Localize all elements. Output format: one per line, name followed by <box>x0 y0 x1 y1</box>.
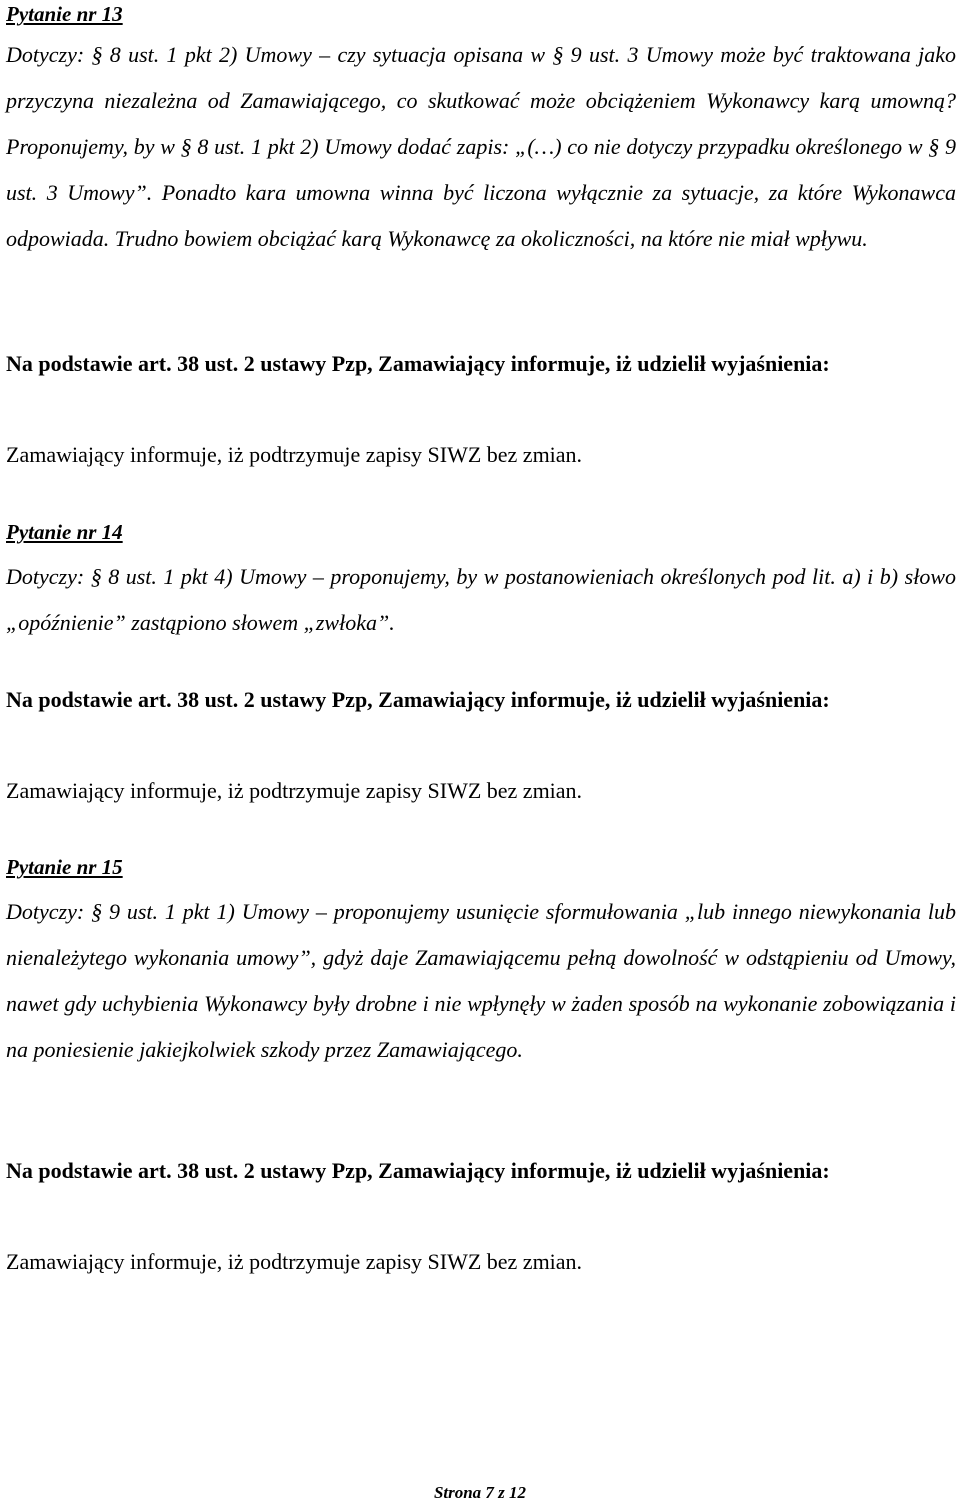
question-title: Pytanie nr 13 <box>6 2 123 26</box>
question-title: Pytanie nr 14 <box>6 520 123 544</box>
clarification-note: Na podstawie art. 38 ust. 2 ustawy Pzp, Zamawiający informuje, iż udzielił wyjaśnienia: <box>6 351 830 376</box>
question-text: Dotyczy: § 9 ust. 1 pkt 1) Umowy – proponujemy usunięcie sformułowania „lub innego niewykonania lub nienależytego wykonania umowy”, gdyż daje Zamawiającemu pełną dowolność w odstąpieniu od Umowy, nawet gdy uchybienia Wykonawcy były drobne i nie wpłynęły w żaden sposób na wykonanie zobowiązania i na poniesienie jakiejkolwiek szkody przez Zamawiającego. <box>6 899 956 1062</box>
clarification-note: Na podstawie art. 38 ust. 2 ustawy Pzp, Zamawiający informuje, iż udzielił wyjaśnienia: <box>6 687 830 712</box>
question-text: Dotyczy: § 8 ust. 1 pkt 2) Umowy – czy sytuacja opisana w § 9 ust. 3 Umowy może być traktowana jako przyczyna niezależna od Zamawiającego, co skutkować może obciążeniem Wykonawcy karą umowną? Proponujemy, by w § 8 ust. 1 pkt 2) Umowy dodać zapis: „(…) co nie dotyczy przypadku określonego w § 9 ust. 3 Umowy”. Ponadto kara umowna winna być liczona wyłącznie za sytuacje, za które Wykonawca odpowiada. Trudno bowiem obciążać karą Wykonawcę za okoliczności, na które nie miał wpływu. <box>6 42 956 251</box>
question-title: Pytanie nr 15 <box>6 855 123 879</box>
answer-text: Zamawiający informuje, iż podtrzymuje zapisy SIWZ bez zmian. <box>6 1249 583 1274</box>
answer-text: Zamawiający informuje, iż podtrzymuje zapisy SIWZ bez zmian. <box>6 442 583 467</box>
question-text: Dotyczy: § 8 ust. 1 pkt 4) Umowy – proponujemy, by w postanowieniach określonych pod lit. a) i b) słowo „opóźnienie” zastąpiono słowem „zwłoka”. <box>6 564 956 635</box>
page-number: Strona 7 z 12 <box>433 1483 527 1502</box>
answer-text: Zamawiający informuje, iż podtrzymuje zapisy SIWZ bez zmian. <box>6 778 583 803</box>
clarification-note: Na podstawie art. 38 ust. 2 ustawy Pzp, Zamawiający informuje, iż udzielił wyjaśnienia: <box>6 1158 830 1183</box>
